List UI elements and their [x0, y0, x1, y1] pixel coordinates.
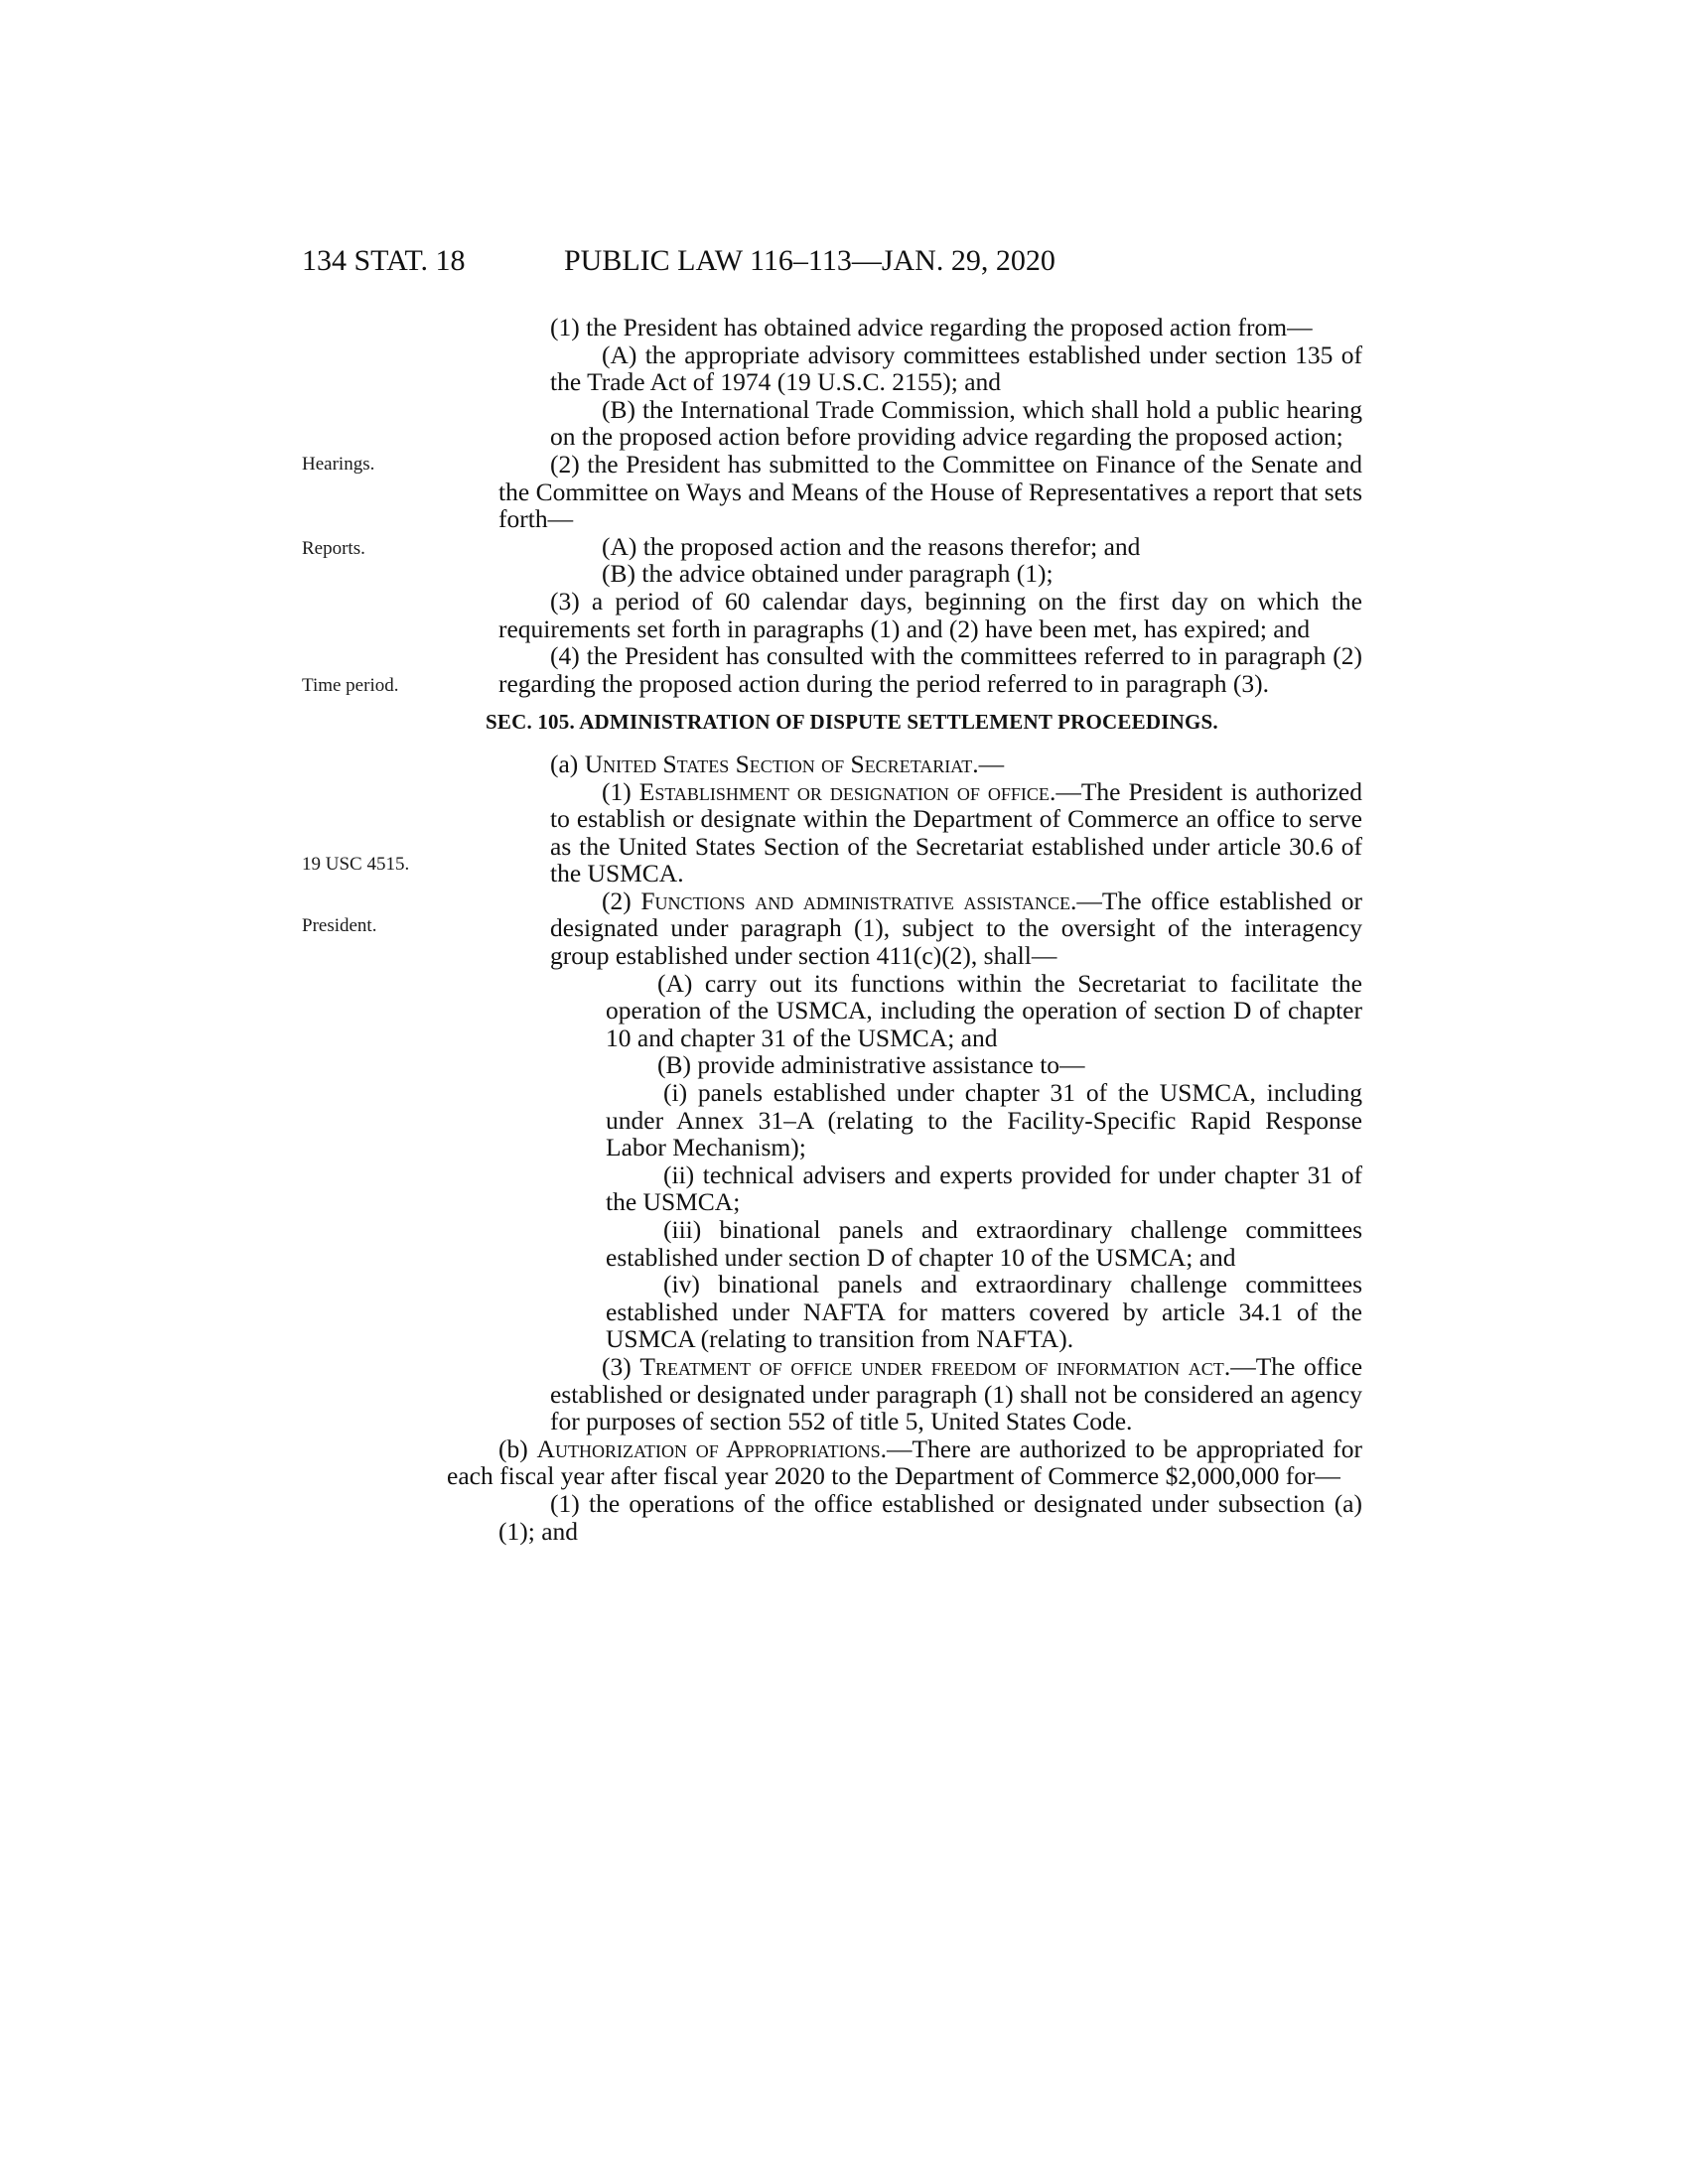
- paragraph-a3-label: (3): [602, 1351, 640, 1381]
- section-heading: SEC. 105. ADMINISTRATION OF DISPUTE SETTLEMENT PROCEEDINGS.: [486, 710, 1218, 735]
- sidenote-president: President.: [302, 915, 377, 936]
- clause-a2B-iv: (iv) binational panels and extraordinary challenge committees established under NAFTA for matters covered by article 34.1 of the USMCA (relating to transition from NAFTA).: [606, 1270, 1362, 1354]
- public-law-title: PUBLIC LAW 116–113—JAN. 29, 2020: [564, 244, 1055, 277]
- paragraph-b1: (1) the operations of the office established or designated under subsection (a)(1); and: [498, 1488, 1362, 1546]
- statute-page-reference: 134 STAT. 18: [302, 244, 466, 277]
- paragraph-a3-text: .—The office established or designated under paragraph (1) shall not be considered an agency for purposes of section 552 of title 5, United States Code.: [550, 1351, 1363, 1436]
- paragraph-a2-text: .—The office established or designated under paragraph (1), subject to the oversight of the interagency group established under section 411(c)(2), shall—: [550, 886, 1363, 971]
- subsection-b: [447, 1435, 1362, 1490]
- paragraph-a1-label: (1): [602, 776, 639, 806]
- subsection-b-label: (b): [498, 1433, 537, 1463]
- subparagraph-a2A: (A) carry out its functions within the Secretariat to facilitate the operation of the USMCA, including the operation of section D of chapter 10 and chapter 31 of the USMCA; and: [606, 968, 1362, 1052]
- paragraph-a3: [498, 1353, 1362, 1435]
- paragraph-a2-label: (2): [602, 886, 641, 915]
- paragraph-a1-heading: Establishment or designation of office: [638, 776, 1050, 806]
- subparagraph-1b: (B) the International Trade Commission, which shall hold a public hearing on the proposed action before providing advice regarding the proposed action;: [550, 394, 1362, 452]
- subsection-b-text: .—There are authorized to be appropriated for each fiscal year after fiscal year 2020 to the Department of Commerce $2,000,000 for—: [447, 1433, 1362, 1491]
- clause-a2B-iii: (iii) binational panels and extraordinary challenge committees established under section D of chapter 10 of the USMCA; and: [606, 1215, 1362, 1272]
- sidenote-time-period: Time period.: [302, 675, 399, 696]
- subsection-a: [498, 751, 1362, 778]
- paragraph-a1: [498, 778, 1362, 887]
- paragraph-a3-heading: Treatment of office under freedom of information act: [639, 1351, 1224, 1381]
- subparagraph-1a: (A) the appropriate advisory committees established under section 135 of the Trade Act of 1974 (19 U.S.C. 2155); and: [550, 340, 1362, 397]
- paragraph-3: (3) a period of 60 calendar days, beginning on the first day on which the requirements set forth in paragraphs (1) and (2) have been met, has expired; and: [498, 586, 1362, 643]
- statute-body: [447, 313, 1363, 1546]
- subsection-b-heading: Authorization of Appropriations: [536, 1433, 881, 1463]
- paragraph-2: (2) the President has submitted to the Committee on Finance of the Senate and the Committee on Ways and Means of the House of Representatives a report that sets forth—: [498, 449, 1362, 534]
- paragraph-1: (1) the President has obtained advice regarding the proposed action from—: [550, 313, 1313, 341]
- page-header: [0, 244, 1688, 284]
- sidenote-usc-citation: 19 USC 4515.: [302, 854, 410, 875]
- sidenote-reports: Reports.: [302, 538, 365, 559]
- paragraph-a2-heading: Functions and administrative assistance: [640, 886, 1071, 915]
- subparagraph-a2B: (B) provide administrative assistance to—: [657, 1050, 1085, 1080]
- subsection-a-label: (a): [550, 749, 585, 778]
- paragraph-a2: [498, 887, 1362, 970]
- subparagraph-2b: (B) the advice obtained under paragraph (1);: [602, 559, 1054, 589]
- clause-a2B-i: (i) panels established under chapter 31 of the USMCA, including under Annex 31–A (relating to the Facility-Specific Rapid Response Labor Mechanism);: [606, 1078, 1362, 1162]
- sidenote-hearings: Hearings.: [302, 454, 375, 475]
- subsection-a-heading: United States Section of Secretariat: [584, 749, 973, 778]
- subsection-a-dash: .—: [972, 749, 1005, 778]
- paragraph-4: (4) the President has consulted with the committees referred to in paragraph (2) regarding the proposed action during the period referred to in paragraph (3).: [498, 641, 1362, 698]
- paragraph-a1-text: .—The President is authorized to establish or designate within the Department of Commerce an office to serve as the United States Section of the Secretariat established under article 30.6 of the USMCA.: [550, 776, 1363, 888]
- clause-a2B-ii: (ii) technical advisers and experts provided for under chapter 31 of the USMCA;: [606, 1160, 1362, 1217]
- subparagraph-2a: (A) the proposed action and the reasons therefor; and: [602, 531, 1141, 561]
